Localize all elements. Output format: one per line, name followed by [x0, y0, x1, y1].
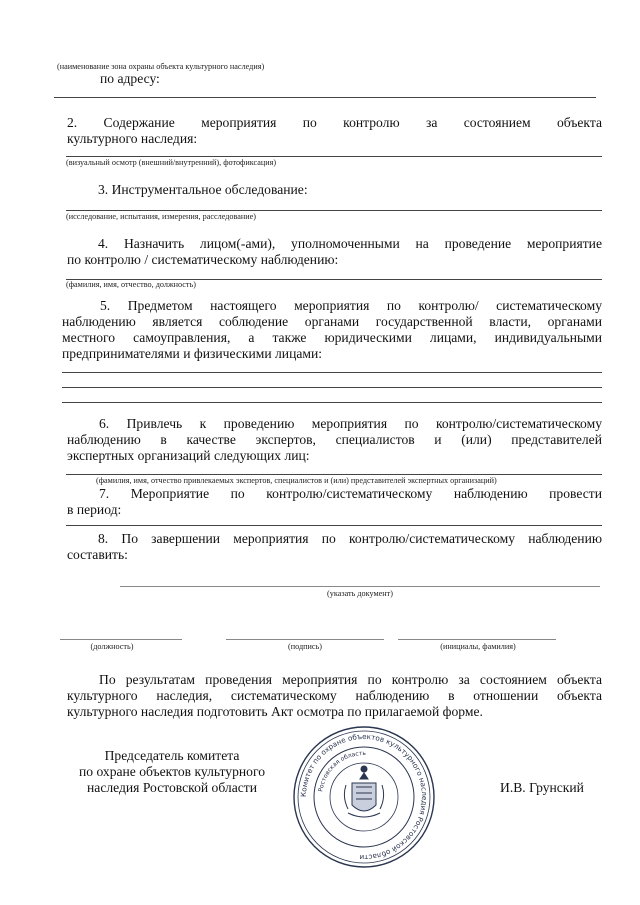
conclusion-line2: культурного наследия, систематическому наблюдению в отношении объекта — [67, 688, 602, 703]
conclusion-line1: По результатам проведения мероприятия по контролю за состоянием объекта — [99, 672, 602, 687]
seal-inner-text: Ростовская область — [317, 749, 366, 793]
initials-input-line[interactable] — [398, 639, 556, 640]
item6-line1: 6. Привлечь к проведению мероприятия по контролю/систематическому — [99, 416, 602, 431]
position-input-line[interactable] — [60, 639, 182, 640]
signature-caption: (подпись) — [288, 642, 322, 651]
coat-of-arms-icon — [344, 766, 383, 817]
item4-caption: (фамилия, имя, отчество, должность) — [66, 280, 196, 289]
item5-line4: предпринимателями и физическими лицами: — [62, 346, 323, 361]
item8-line1: 8. По завершении мероприятия по контролю/систематическому наблюдению — [98, 531, 602, 546]
item3-line1: 3. Инструментальное обследование: — [98, 182, 308, 197]
item8-caption: (указать документ) — [327, 589, 393, 598]
item6-line2: наблюдению в качестве экспертов, специалистов и (или) представителей — [67, 432, 602, 447]
item2-caption: (визуальный осмотр (внешний/внутренний), фотофиксация) — [66, 158, 277, 167]
item5-input-line-2[interactable] — [62, 387, 602, 388]
item8-input-line[interactable] — [120, 586, 600, 587]
signatory-name: И.В. Грунский — [500, 780, 584, 795]
item5-line1: 5. Предметом настоящего мероприятия по контролю/ систематическому — [100, 298, 602, 313]
signatory-title-line2: по охране объектов культурного — [78, 764, 266, 779]
item5-input-line-1[interactable] — [62, 372, 602, 373]
item2-line2: культурного наследия: — [67, 131, 198, 146]
item6-caption: (фамилия, имя, отчество привлекаемых экспертов, специалистов и (или) представителей экспертных организаций) — [96, 476, 497, 485]
item7-line2: в период: — [67, 502, 122, 517]
item2-input-line[interactable] — [66, 156, 602, 157]
item7-line1: 7. Мероприятие по контролю/систематическому наблюдению провести — [99, 486, 602, 501]
position-caption: (должность) — [90, 642, 134, 651]
item8-line2: составить: — [67, 547, 128, 562]
item3-caption: (исследование, испытания, измерения, расследование) — [66, 212, 257, 221]
signatory-title-line3: наследия Ростовской области — [87, 780, 257, 795]
address-label: по адресу: — [100, 71, 160, 86]
item6-input-line[interactable] — [66, 474, 602, 475]
initials-caption: (инициалы, фамилия) — [440, 642, 516, 651]
conclusion-line3: культурного наследия подготовить Акт осмотра по прилагаемой форме. — [67, 704, 483, 719]
item6-line3: экспертных организаций следующих лиц: — [67, 448, 310, 463]
zone-caption: (наименование зона охраны объекта культурного наследия) — [57, 62, 265, 71]
item3-input-line[interactable] — [66, 210, 602, 211]
item4-line2: по контролю / систематическому наблюдению: — [67, 252, 339, 267]
signatory-title-line1: Председатель комитета — [104, 748, 240, 763]
item2-line1: 2. Содержание мероприятия по контролю за состоянием объекта — [67, 115, 602, 130]
seal-outer-text: Комитет по охране объектов культурного наследия Ростовской области — [298, 731, 430, 863]
signature-input-line[interactable] — [226, 639, 384, 640]
item5-line2: наблюдению является соблюдение органами государственной власти, органами — [62, 314, 602, 329]
official-seal — [290, 723, 438, 871]
address-line[interactable] — [54, 97, 596, 98]
item7-input-line[interactable] — [66, 525, 602, 526]
item4-line1: 4. Назначить лицом(-ами), уполномоченными на проведение мероприятие — [98, 236, 602, 251]
item5-input-line-3[interactable] — [62, 402, 602, 403]
item5-line3: местного самоуправления, а также юридическими лицами, индивидуальными — [62, 330, 602, 345]
